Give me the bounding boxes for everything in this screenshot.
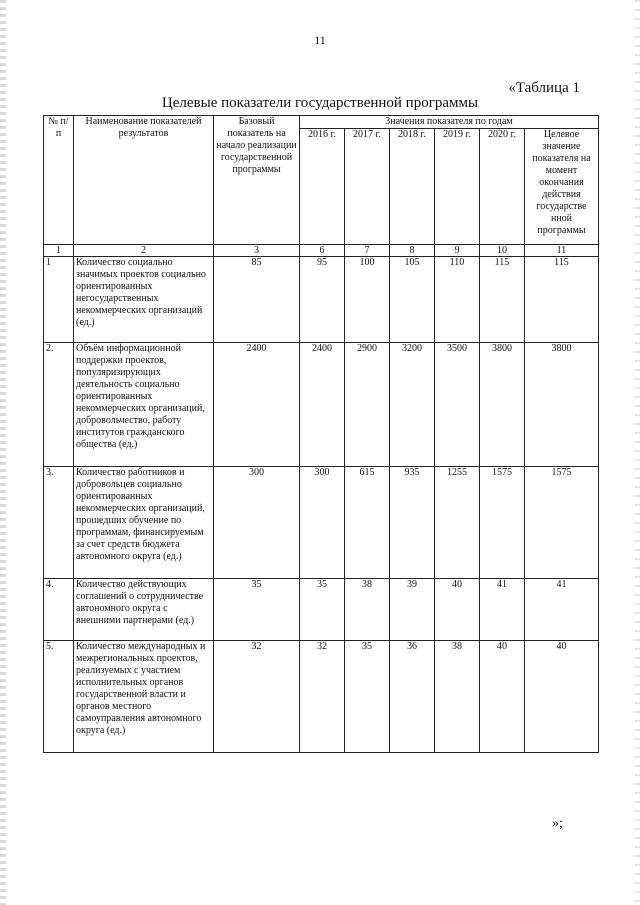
header-num: № п/п: [44, 116, 74, 245]
column-number: 11: [525, 245, 599, 257]
column-number: 9: [435, 245, 480, 257]
header-year: 2020 г.: [480, 129, 525, 245]
year-value: 35: [300, 579, 345, 641]
year-value: 3800: [480, 343, 525, 467]
base-value: 300: [214, 467, 300, 579]
closing-quote-mark: »;: [552, 816, 563, 831]
target-value: 3800: [525, 343, 599, 467]
table-row: [44, 641, 599, 753]
year-value: 300: [300, 467, 345, 579]
base-value: 2400: [214, 343, 300, 467]
column-number: 3: [214, 245, 300, 257]
column-number: 2: [74, 245, 214, 257]
year-value: 95: [300, 257, 345, 343]
year-value: 3200: [390, 343, 435, 467]
row-number: 5.: [44, 641, 74, 753]
table-row: [44, 467, 599, 579]
column-number: 6: [300, 245, 345, 257]
year-value: 2900: [345, 343, 390, 467]
table-row: [44, 343, 599, 467]
row-number: 3.: [44, 467, 74, 579]
year-value: 935: [390, 467, 435, 579]
column-number: 8: [390, 245, 435, 257]
year-value: 32: [300, 641, 345, 753]
scan-edge-left: [0, 0, 6, 905]
target-value: 40: [525, 641, 599, 753]
column-number: 1: [44, 245, 74, 257]
year-value: 615: [345, 467, 390, 579]
table-row: [44, 579, 599, 641]
year-value: 36: [390, 641, 435, 753]
target-value: 1575: [525, 467, 599, 579]
row-number: 2.: [44, 343, 74, 467]
header-base: Базовый показатель на начало реализации государственной программы: [214, 116, 300, 245]
base-value: 35: [214, 579, 300, 641]
header-target: Целевое значение показателя на момент окончания действия государстве нной программы: [525, 129, 599, 245]
year-value: 40: [435, 579, 480, 641]
row-number: 1: [44, 257, 74, 343]
page-number: 11: [314, 33, 326, 47]
base-value: 32: [214, 641, 300, 753]
year-value: 100: [345, 257, 390, 343]
header-year: 2017 г.: [345, 129, 390, 245]
year-value: 2400: [300, 343, 345, 467]
header-row-1: [44, 116, 599, 129]
header-year: 2018 г.: [390, 129, 435, 245]
target-value: 41: [525, 579, 599, 641]
column-number: 7: [345, 245, 390, 257]
year-value: 38: [435, 641, 480, 753]
indicator-name: Количество международных и межрегиональных проектов, реализуемых с участием исполнительных органов государственной власти и органов местного самоуправления автономного округа (ед.): [74, 641, 214, 753]
document-title: Целевые показатели государственной программы: [161, 95, 479, 111]
column-number-row: [44, 245, 599, 257]
year-value: 39: [390, 579, 435, 641]
year-value: 1575: [480, 467, 525, 579]
table-label: «Таблица 1: [508, 80, 580, 96]
year-value: 35: [345, 641, 390, 753]
year-value: 1255: [435, 467, 480, 579]
year-value: 38: [345, 579, 390, 641]
column-number: 10: [480, 245, 525, 257]
header-name: Наименование показателей результатов: [74, 116, 214, 245]
row-number: 4.: [44, 579, 74, 641]
year-value: 40: [480, 641, 525, 753]
year-value: 41: [480, 579, 525, 641]
header-year: 2016 г.: [300, 129, 345, 245]
year-value: 115: [480, 257, 525, 343]
year-value: 105: [390, 257, 435, 343]
indicator-name: Объём информационной поддержки проектов, популяризирующих деятельность социально ориентированных некоммерческих организаций, добровольчество, работу институтов гражданского общества (ед.): [74, 343, 214, 467]
base-value: 85: [214, 257, 300, 343]
table-row: [44, 257, 599, 343]
target-value: 115: [525, 257, 599, 343]
year-value: 110: [435, 257, 480, 343]
header-year: 2019 г.: [435, 129, 480, 245]
year-value: 3500: [435, 343, 480, 467]
scan-edge-right: [635, 0, 640, 905]
indicator-name: Количество действующих соглашений о сотрудничестве автономного округа с внешними партнерами (ед.): [74, 579, 214, 641]
indicator-name: Количество работников и добровольцев социально ориентированных некоммерческих организаций, прошедших обучение по программам, финансируемым за счет средств бюджета автономного округа (ед.): [74, 467, 214, 579]
header-years-group: Значения показателя по годам: [300, 116, 599, 129]
indicator-name: Количество социально значимых проектов социально ориентированных негосударственных некоммерческих организаций (ед.): [74, 257, 214, 343]
indicators-table: [43, 115, 599, 753]
